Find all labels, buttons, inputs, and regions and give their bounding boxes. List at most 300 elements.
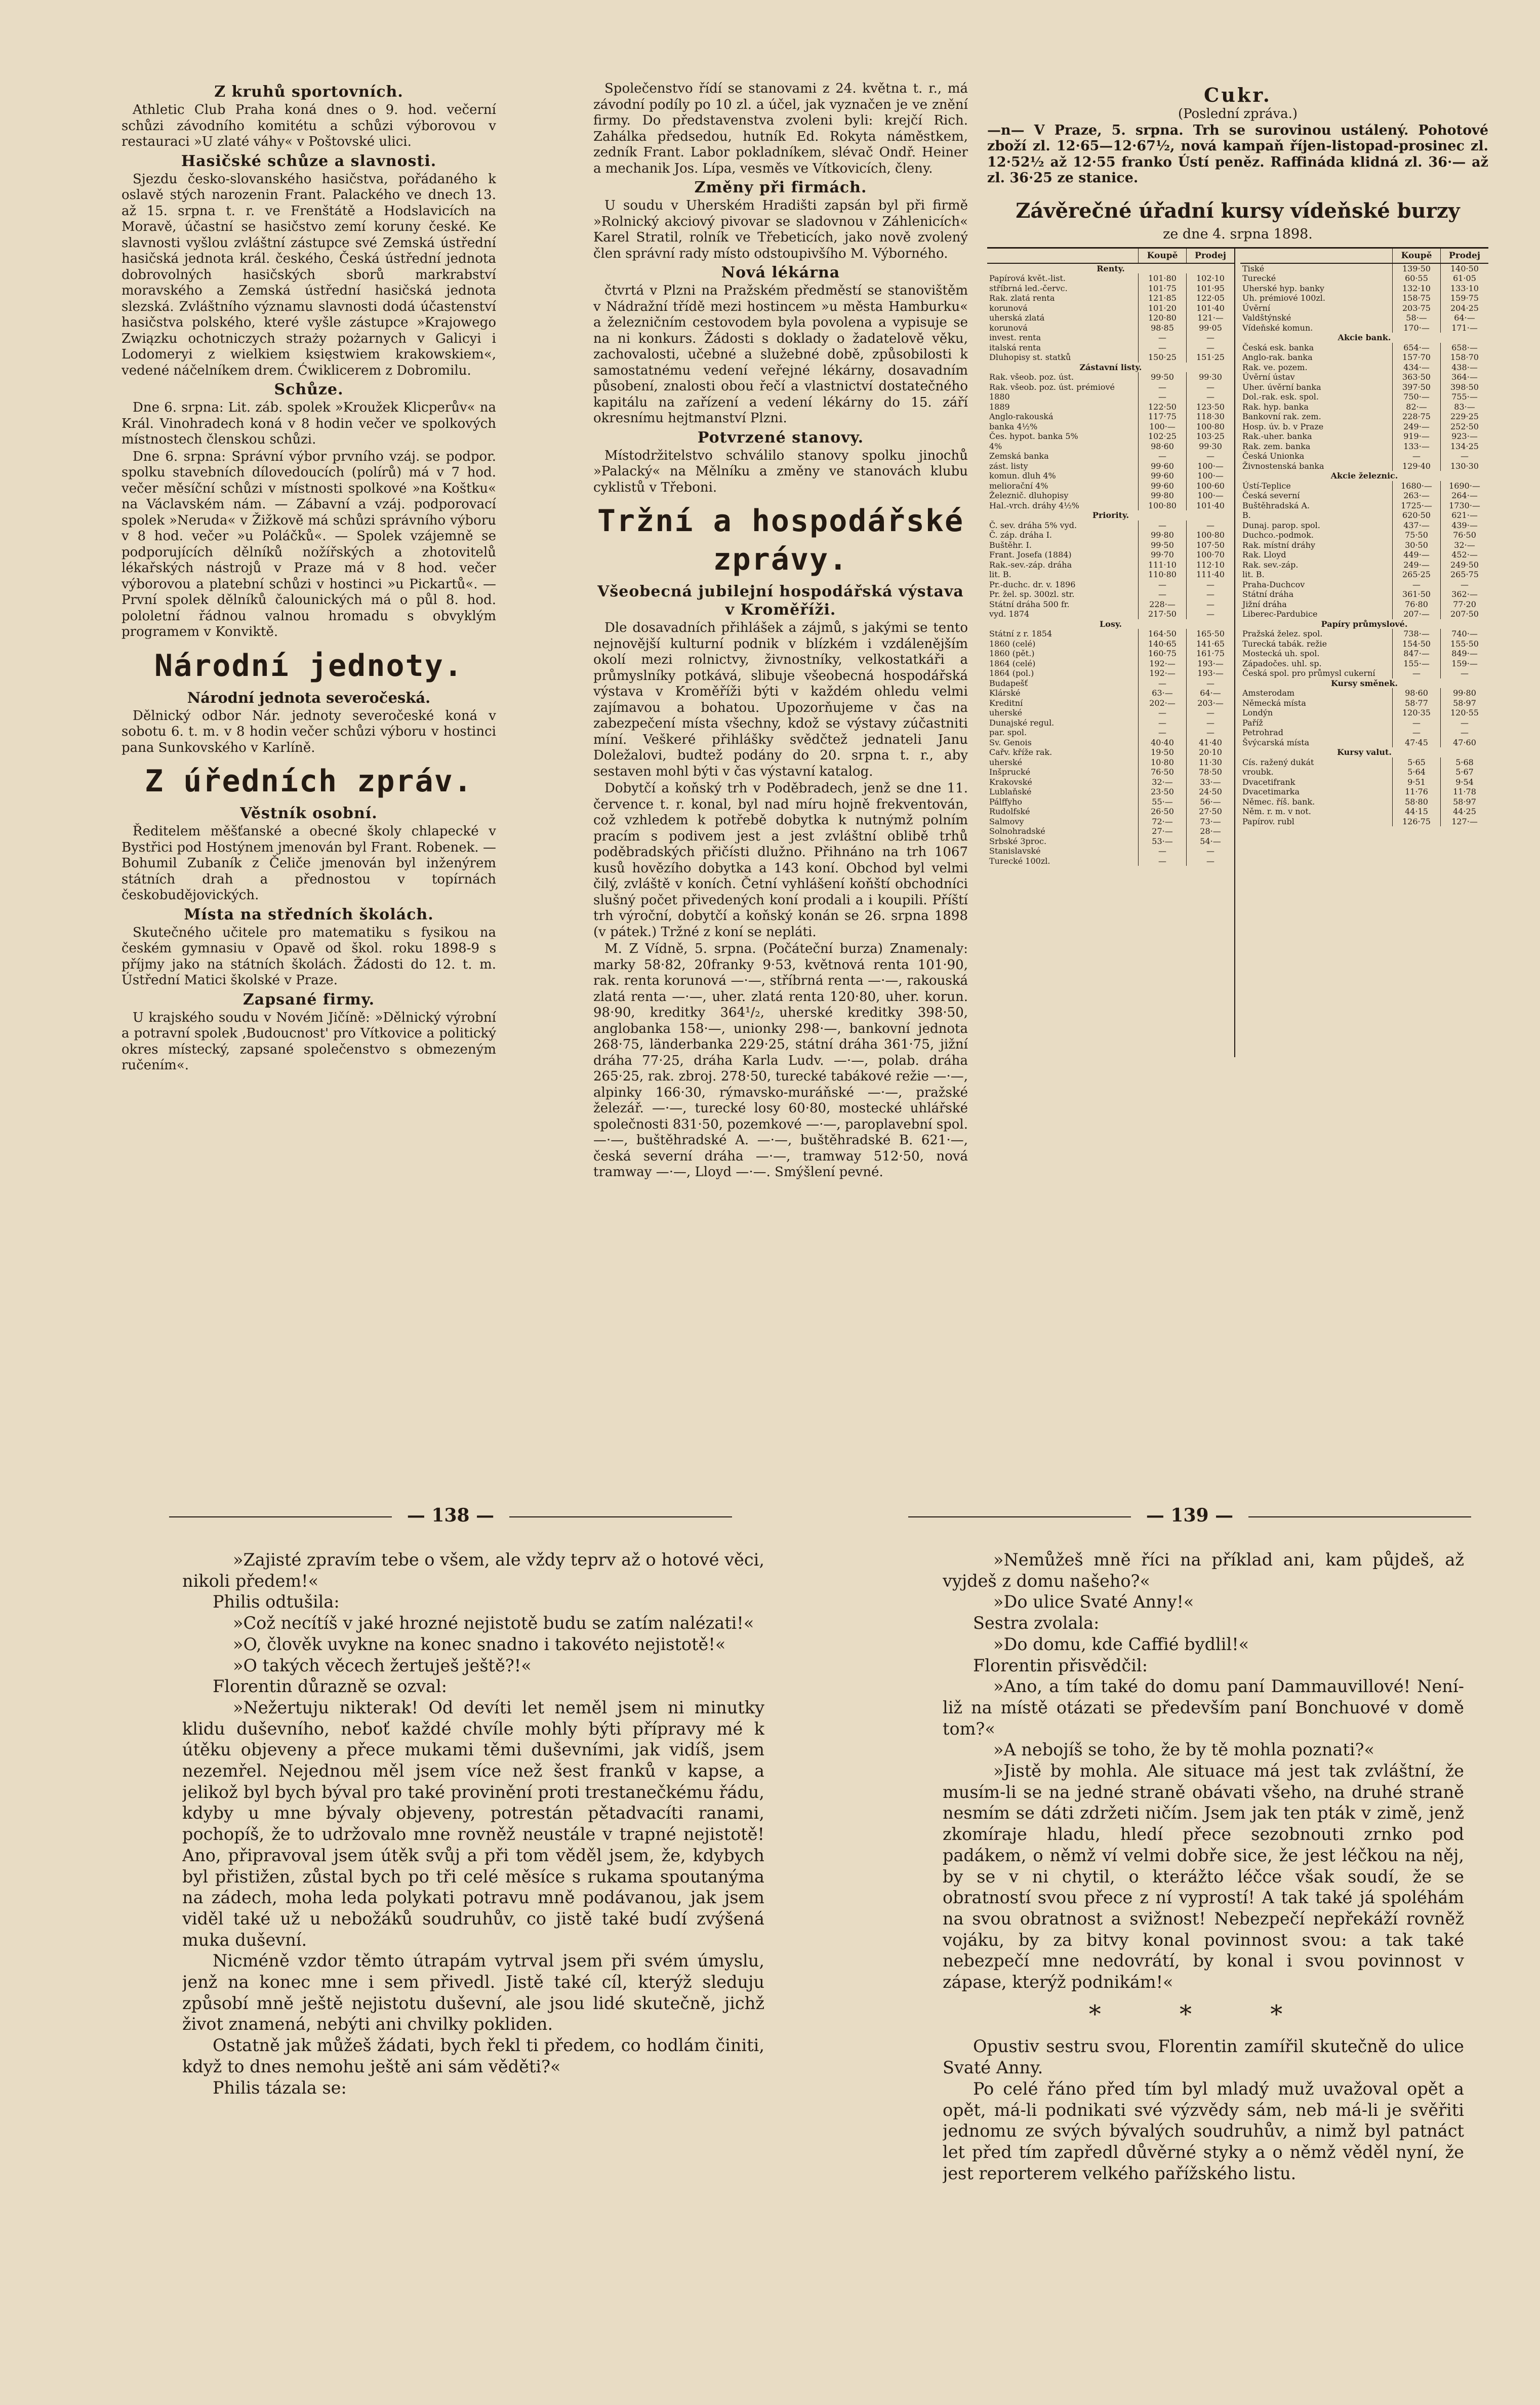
bourse-row [987,323,1234,333]
bourse-security: Čes. hypot. banka 5% [989,431,1078,441]
bourse-section-label: Zástavní listy. [1079,362,1142,372]
bourse-buy: 27·— [1138,826,1186,836]
bourse-row [1240,668,1488,678]
bourse-security: Cařv. kříže rak. [989,747,1052,757]
bourse-buy: 75·50 [1392,530,1440,540]
bourse-row [1240,343,1488,353]
bourse-security: Vídeňské komun. [1242,323,1313,333]
bourse-row [987,678,1234,689]
bourse-row [987,412,1234,422]
bourse-sell: 252·50 [1440,422,1488,432]
article-paragraph: Nicméně vzdor těmto útrapám vytrval jsem při svém úmyslu, jenž na konec mne i sem přivedl. Jistě také cíl, kterýž sleduju způsobí mně ještě nejistotu duševní, ale jsou lidé skutečně, jichž život znamená, nebýti ani chvilky pokliden. [182,1951,764,2034]
bourse-buy: — [1138,589,1186,599]
bourse-row [1240,609,1488,619]
page-number-left [121,1503,780,1528]
bourse-sell: 193·— [1186,668,1234,678]
bourse-sell: 54·— [1186,836,1234,847]
bourse-security: Dunaj. parop. spol. [1242,520,1320,530]
bourse-sell: 24·50 [1186,787,1234,797]
article-paragraph: Sestra zvolala: [973,1613,1100,1633]
bourse-sell: 101·40 [1186,501,1234,511]
bourse-security: invest. renta [989,333,1041,342]
bourse-buy: — [1138,678,1186,689]
bourse-sell: 99·05 [1186,323,1234,333]
bourse-sell: 27·50 [1186,807,1234,817]
bourse-buy: — [1138,728,1186,738]
bourse-security: Cís. ražený dukát [1242,757,1314,767]
section-heading: Věstník osobní. [240,805,378,822]
bourse-buy: 99·50 [1138,540,1186,550]
bourse-row [987,471,1234,481]
bourse-row [1240,688,1488,698]
bourse-security: Německá místa [1242,698,1306,708]
dialogue-paragraph: »Do ulice Svaté Anny!« [993,1592,1194,1612]
bourse-sell: — [1186,708,1234,718]
bourse-buy: 101·75 [1138,284,1186,294]
bourse-row [1240,580,1488,590]
bourse-security: par. spol. [989,728,1027,737]
bourse-buy: 202·— [1138,698,1186,708]
article-paragraph: Dne 6. srpna: Lit. záb. spolek »Kroužek Klicperův« na Král. Vinohradech koná v 8 hodin večer ve spolkových místnostech členskou schůzi. [121,400,496,447]
bourse-row [987,372,1234,382]
bourse-buy: 5·65 [1392,757,1440,768]
bourse-buy: 44·15 [1392,807,1440,817]
bourse-buy: 99·60 [1138,481,1186,491]
bourse-security: lit. B. [989,570,1011,579]
bourse-row [1240,412,1488,422]
page-number-right [861,1503,1519,1528]
bourse-sell: — [1186,728,1234,738]
bourse-buy: 228·75 [1392,412,1440,422]
bourse-security: Rak. hyp. banka [1242,402,1309,412]
bourse-buy: 82·— [1392,402,1440,412]
bourse-security: Buštěhradská A. [1242,500,1310,510]
bourse-security: Pr.-duchc. dr. v. 1896 [989,579,1076,589]
bourse-security: Úvěrní [1242,303,1271,313]
major-heading: Národní jednoty. [154,648,463,684]
bourse-security: Rak.-sev.-záp. dráha [989,559,1072,570]
bourse-row [987,836,1234,847]
bourse-sell: 364·— [1440,372,1488,382]
bourse-sell: 140·50 [1440,264,1488,274]
bourse-row [1240,491,1488,501]
bourse-security: Státní z r. 1854 [989,629,1052,638]
bourse-sell: 32·— [1440,540,1488,550]
bourse-sell: 100·— [1186,491,1234,501]
header-buy: Koupě [1392,249,1440,263]
article-paragraph: Dne 6. srpna: Správní výbor prvního vzáj. se podpor. spolku stavebních dílovedoucích (polírů) má v 7 hod. večer měsíční schůzi v místnosti spolkové »na Koštku« na Václavském nám. — Zábavní a vzáj. podporovací spolek »Neruda« v Žižkově má schůzi správního výboru v 8 hod. večer »u Poláčků«. — Spolek vzájemně se podporujících dělníků nožířských a zhotovitelů lékařských nástrojů v Praze má v 8 hod. večer výborovou a platební schůzi v hostinci »u Pickartů«. — První spolek dělníků čalounických má o půl 8. hod. pololetní řádnou valnou hromadu s obvyklým programem v Konviktě. [121,449,496,639]
bourse-section-label: Akcie bank. [1338,333,1391,342]
bourse-sell: 121·— [1186,313,1234,323]
bourse-row [987,846,1234,856]
bourse-sell: 101·40 [1186,303,1234,313]
dialogue-paragraph: »O, člověk uvykne na konec snadno i takovéto nejistotě!« [233,1634,726,1654]
bourse-buy: — [1138,856,1186,866]
bourse-security: Dluhopisy st. statků [989,352,1071,362]
bourse-buy: — [1392,451,1440,461]
bourse-sell: 64·— [1440,313,1488,323]
bourse-buy: 449·— [1392,550,1440,560]
bourse-header [1240,249,1488,264]
bourse-row [1240,767,1488,777]
dialogue-paragraph: »O takých věcech žertuješ ještě?!« [233,1655,532,1675]
bourse-sell: — [1186,846,1234,856]
bourse-row [1240,738,1488,748]
bourse-security: Pražská želez. spol. [1242,629,1323,638]
bourse-security: Paříž [1242,717,1263,728]
bourse-security: Amsterodam [1242,688,1295,698]
bourse-buy: 5·64 [1392,767,1440,777]
bourse-buy: 60·55 [1392,273,1440,284]
bourse-row [987,540,1234,550]
bourse-buy: 102·25 [1138,431,1186,442]
bourse-buy: 99·60 [1138,471,1186,481]
bourse-buy: 19·50 [1138,747,1186,757]
bourse-sell: 264·— [1440,491,1488,501]
bourse-security: Č. sev. dráha 5% vyd. [989,520,1077,530]
bourse-row [987,343,1234,353]
bourse-row [1240,718,1488,728]
bourse-sell: — [1186,392,1234,402]
bourse-sell: 99·30 [1186,372,1234,382]
dialogue-paragraph: »Do domu, kde Caffié bydlil!« [993,1634,1249,1654]
column-left [121,81,496,1504]
bourse-sell: 155·50 [1440,639,1488,649]
bourse-row [987,382,1234,392]
bourse-security: Solnohradské [989,826,1045,836]
bourse-security: Petrohrad [1242,728,1283,737]
bourse-buy: 101·80 [1138,273,1186,284]
bourse-row [987,284,1234,294]
bourse-sell: 107·50 [1186,540,1234,550]
bourse-sell: — [1186,589,1234,599]
bourse-sell: 171·— [1440,323,1488,333]
bourse-row [1240,797,1488,807]
bourse-buy: 53·— [1138,836,1186,847]
article-paragraph: Ostatně jak můžeš žádati, bych řekl ti předem, co hodlám činiti, když to dnes nemohu ještě ani sám věděti?« [182,2035,764,2076]
bourse-buy: 98·85 [1138,323,1186,333]
bourse-buy: — [1392,728,1440,738]
bourse-buy: 58·80 [1392,797,1440,807]
bourse-security: Rak. zem. banka [1242,441,1311,451]
bourse-buy: — [1138,343,1186,353]
section-heading: Nová lékárna [721,264,840,282]
bourse-sell: 58·97 [1440,797,1488,807]
market-report: —n— V Praze, 5. srpna. Trh se surovinou ustálený. Pohotové zboží zl. 12·65—12·67½, nová kampaň říjen-listopad-prosinec zl. 12·52½ až 12·55 franko Ústí peněz. Raffináda klidná zl. 36·— až zl. 36·25 ze stanice. [987,122,1488,186]
bourse-sell: 5·67 [1440,767,1488,777]
bourse-row [987,422,1234,432]
bourse-buy: 132·10 [1392,284,1440,294]
bourse-buy: 249·— [1392,560,1440,570]
bourse-buy: 40·40 [1138,738,1186,748]
bourse-security: Uherské hyp. banky [1242,283,1324,293]
centered-note: (Poslední zpráva.) [1178,106,1298,122]
bourse-row [987,757,1234,768]
bourse-sell: 207·50 [1440,609,1488,619]
bourse-section-row [987,510,1234,520]
bourse-sell: 9·54 [1440,777,1488,787]
bourse-sell: 123·50 [1186,402,1234,412]
bourse-row [987,560,1234,570]
bourse-sell: — [1186,678,1234,689]
bourse-security: komun. dluh 4% [989,471,1056,480]
article-paragraph: U soudu v Uherském Hradišti zapsán byl při firmě »Rolnický akciový pivovar se sladovnou v Záhlenicích« Karel Stratil, rolník ve Třebeticích, jako nově zvolený člen správní rady místo odstoupivšího M. Výborného. [593,198,968,261]
bourse-sell: 77·20 [1440,599,1488,610]
bourse-security: 1864 (celé) [989,658,1036,668]
bourse-security: Dvacetifrank [1242,777,1295,787]
bourse-sell: — [1440,728,1488,738]
bourse-buy: 126·75 [1392,817,1440,827]
bourse-security: Rak. místní dráhy [1242,540,1316,550]
bourse-buy: 397·50 [1392,382,1440,392]
bourse-sell: 159·— [1440,659,1488,669]
bourse-row [987,431,1234,442]
bourse-buy: — [1138,333,1186,343]
bourse-buy: 117·75 [1138,412,1186,422]
article-paragraph: Florentin přisvědčil: [973,1655,1148,1675]
bourse-section-row [987,363,1234,373]
bourse-row [987,580,1234,590]
bourse-row [987,550,1234,560]
bourse-security: Rak. všeob. poz. úst. prémiové [989,382,1115,392]
bourse-security: zást. listy [989,461,1028,471]
bourse-sell: — [1440,580,1488,590]
bourse-security: Česká esk. banka [1242,342,1314,352]
article-paragraph: Philis odtušila: [213,1592,340,1612]
article-paragraph: Dělnický odbor Nár. jednoty severočeské koná v sobotu 6. t. m. v 8 hodin večer schůzi výboru v hostinci pana Sunkovského v Karlíně. [121,708,496,755]
bourse-row [987,787,1234,797]
bourse-security: Rak. sev.-záp. [1242,559,1299,570]
bourse-security: Papírová květ.-list. [989,273,1066,283]
bourse-buy: 437·— [1392,520,1440,531]
article-paragraph: Po celé řáno před tím byl mladý muž uvažoval opět a opět, má-li podnikati své výzvědy sám, neb má-li je svěřiti jednomu ze svých bývalých soudruhův, a nimž byl patnáct let před tím zapředl důvěrné styky a o němž věděl nyní, že jest reporterem velkého pařížského listu. [943,2078,1464,2183]
bourse-security: 1860 (celé) [989,638,1036,649]
bourse-buy: 434·— [1392,363,1440,373]
bourse-sell: 229·25 [1440,412,1488,422]
bourse-sell: 141·65 [1186,639,1234,649]
bourse-sell: 73·— [1186,817,1234,827]
bourse-row [987,530,1234,540]
bourse-buy: — [1138,382,1186,392]
bourse-security: Sv. Genois [989,737,1032,747]
bourse-security: banka 4½% [989,421,1038,431]
bourse-row [987,718,1234,728]
bourse-buy: 164·50 [1138,629,1186,639]
bourse-buy: 99·70 [1138,550,1186,560]
bourse-security: Státní dráha [1242,589,1294,599]
bourse-buy: — [1138,708,1186,718]
bourse-security: Turecké [1242,273,1276,283]
bourse-row [1240,422,1488,432]
bourse-sell: 100·80 [1186,422,1234,432]
article-paragraph: Opustiv sestru svou, Florentin zamířil skutečně do ulice Svaté Anny. [943,2036,1464,2078]
bourse-buy: 110·80 [1138,570,1186,580]
bourse-sell: 398·50 [1440,382,1488,392]
bourse-row [1240,451,1488,461]
bourse-row [987,668,1234,678]
bourse-sell: 122·05 [1186,293,1234,303]
bourse-buy: 363·50 [1392,372,1440,382]
bourse-sell: 61·05 [1440,273,1488,284]
bourse-buy: 32·— [1138,777,1186,787]
bourse-security: Frant. Josefa (1884) [989,550,1072,559]
bourse-buy: 265·25 [1392,570,1440,580]
article-paragraph: Philis tázala se: [213,2077,347,2098]
bourse-sell: 47·60 [1440,738,1488,748]
bourse-row [987,442,1234,452]
story-right [943,1549,1464,2359]
bourse-buy: 100·— [1138,422,1186,432]
bourse-row [987,481,1234,491]
bourse-security: Anglo-rak. banka [1242,352,1313,362]
bourse-row [1240,303,1488,313]
section-heading: Hasičské schůze a slavnosti. [181,152,437,170]
bourse-row [1240,807,1488,817]
bourse-buy: 58·77 [1392,698,1440,708]
bourse-sell: 204·25 [1440,303,1488,313]
bourse-row [1240,392,1488,402]
bourse-row [987,728,1234,738]
bourse-row [987,333,1234,343]
bourse-buy: 129·40 [1392,461,1440,471]
bourse-security: lit. B. [1242,570,1265,579]
bourse-sell: — [1186,382,1234,392]
bourse-sell: 11·78 [1440,787,1488,797]
article-paragraph: Athletic Club Praha koná dnes o 9. hod. večerní schůzi závodního komitétu a schůzi výborovou v restauraci »U zlaté váhy« v Poštovské ulici. [121,102,496,149]
bourse-security: Železnič. dluhopisy [989,491,1069,500]
bourse-security: Rak. Lloyd [1242,550,1286,559]
bourse-row [1240,629,1488,639]
bourse-sell: 102·10 [1186,273,1234,284]
bourse-sell: 56·— [1186,797,1234,807]
bourse-buy: 738·— [1392,629,1440,639]
bourse-row [987,293,1234,303]
bourse-buy: 58·— [1392,313,1440,323]
bourse-buy: 120·80 [1138,313,1186,323]
bourse-security: Bankovní rak. zem. [1242,412,1321,421]
bourse-sell: 99·30 [1186,442,1234,452]
bourse-row [987,659,1234,669]
bourse-row [987,698,1234,708]
bourse-buy: 750·— [1392,392,1440,402]
bourse-row [1240,431,1488,442]
bourse-buy: 99·80 [1138,530,1186,540]
bourse-row [1240,589,1488,599]
article-paragraph: čtvrtá v Plzni na Pražském předměstí se stanovištěm v Nádražní třídě mezi hostincem »u města Hamburku« a železničním cestovodem byla povolena a vypisuje se na ni konkurs. Žádosti s doklady o žadatelově věku, zachovalosti, učebné a služebné době, způsobilosti k samostatnému vedení veřejné lékárny, dosavadním působení, znalosti obou řečí a vlastnictví dostatečného kapitálu na zařízení a vedení lékárny do 15. září okresnímu hejtmanství Plzni. [593,283,968,426]
bourse-buy: 170·— [1392,323,1440,333]
bourse-security: Státní dráha 500 fr. [989,599,1070,609]
bourse-sell: 193·— [1186,659,1234,669]
bourse-security: meliorační 4% [989,480,1048,491]
article-paragraph: Dle dosavadních přihlášek a zájmů, s jakými se tento nejnovější kulturní podnik v blízkém i vzdálenějším okolí mezi rolnictvy, živnostníky, velkostatkáři a průmyslníky potkává, slibuje všeobecná hospodářská výstava v Kroměříži býti v každém ohledu velmi zajímavou a bohatou. Upozorňujeme v čas na zabezpečení místa všechny, kdož se výstavy zúčastniti míní. Veškeré přihlášky svědčtež jednateli Janu Doležalovi, budtež podány do 20. srpna t. r., aby sestaven mohl býti v čas výstavní katalog. [593,620,968,779]
article-paragraph: U krajského soudu v Novém Jičíně: »Dělnický výrobní a potravní spolek ‚Budoucnost' pro Vítkovice a politický okres místecký, zapsané společenstvo s obmezeným ručením«. [121,1010,496,1073]
bourse-row [987,738,1234,748]
bourse-sell: — [1186,451,1234,461]
bourse-row [987,589,1234,599]
bourse-row [987,501,1234,511]
bourse-buy: 654·— [1392,343,1440,353]
bourse-security: 1889 [989,402,1010,412]
dialogue-paragraph: »Zajisté zpravím tebe o všem, ale vždy teprv až o hotové věci, nikoli předem!« [182,1550,764,1591]
bourse-buy: 919·— [1392,431,1440,442]
bourse-sell: 161·75 [1186,649,1234,659]
column-middle [593,81,968,1504]
bourse-row [1240,293,1488,303]
bourse-row [1240,264,1488,274]
bourse-row [1240,352,1488,363]
bourse-security: Mostecká uh. spol. [1242,649,1320,658]
bourse-row [987,817,1234,827]
bourse-security: italská renta [989,342,1041,352]
bourse-row [987,688,1234,698]
bourse-sell: 101·95 [1186,284,1234,294]
bourse-security: Srbské 3proc. [989,836,1047,846]
bourse-buy: 99·50 [1138,372,1186,382]
bourse-section-row [987,264,1234,274]
bourse-sell: 44·25 [1440,807,1488,817]
bourse-buy: 158·75 [1392,293,1440,303]
bourse-buy: 847·— [1392,649,1440,659]
bourse-buy: 63·— [1138,688,1186,698]
bourse-buy: 192·— [1138,668,1186,678]
section-heading: Cukr. [1204,84,1272,106]
bourse-security: Turecká tabák. režie [1242,638,1327,649]
bourse-sell: 658·— [1440,343,1488,353]
bourse-security: Liberec-Pardubice [1242,609,1318,619]
bourse-security: Zemská banka [989,451,1049,461]
bourse-security: uherské [989,757,1023,767]
bourse-security: Ústí-Teplice [1242,480,1291,491]
bourse-sell: 127·— [1440,817,1488,827]
bourse-row [1240,323,1488,333]
dialogue-paragraph: »Jistě by mohla. Ale situace má jest tak zvláštní, že musím-li se na jedné straně obávati všeho, na druhé straně nesmím se dáti zdržeti ničím. Jsem jak ten pták v zimě, jenž zkomíraje hladu, hledí přece sezobnouti zrnko pod padákem, o němž ví velmi dobře sice, že jest léčkou na něj, by se v ni chytil, o kterážto léčce však soudí, že se obratností svou přece z ní vyprostí! A tak také já spoléhám na svou obratnost a svižnost! Nebezpečí nepřekáží rovněž vojáku, by za bitvy konal povinnost svou: a tak také nebezpečí mne nedovrátí, by konal i svou povinnost v zápase, kterýž podnikám!« [943,1761,1464,1992]
bourse-security: Duchco.-podmok. [1242,530,1314,540]
bourse-row [987,629,1234,639]
bourse-sell: 130·30 [1440,461,1488,471]
bourse-buy: 1725·— [1392,501,1440,511]
bourse-security: Krakovské [989,777,1032,787]
bourse-column-left [987,249,1235,1057]
bourse-sell: 100·60 [1186,481,1234,491]
bourse-buy: 139·50 [1392,264,1440,274]
bourse-sell: 41·40 [1186,738,1234,748]
bourse-security: stříbrná led.-červc. [989,283,1068,293]
bourse-buy: 55·— [1138,797,1186,807]
bourse-row [1240,520,1488,531]
bourse-row [1240,273,1488,284]
bourse-buy: — [1392,580,1440,590]
bourse-section-label: Akcie železnic. [1330,471,1398,480]
bourse-row [1240,313,1488,323]
bourse-security: Praha-Duchcov [1242,579,1305,589]
bourse-security: Č. záp. dráha I. [989,530,1052,540]
bourse-sell: — [1186,580,1234,590]
article-paragraph: Sjezdu česko-slovanského hasičstva, pořádaného k oslavě stých narozenin Frant. Palackého ve dnech 13. až 15. srpna t. r. ve Frenštátě a Hodslavicích na Moravě, účastní se hasičstvo zemí koruny české. Ke slavnosti vyšlou zvláštní zástupce své Zemská ústřední hasičská jednota král. českého, Česká ústřední jednota dobrovolných hasičských sborů markrabství moravského a Zemská ústřední hasičská jednota slezská. Zvláštního významu slavnosti dodá účastenství hasičstva polského, které vyšle zástupce »Krajowego Związku ochotniczych straży pożarnych v Galicyi i Lodomeryi z wielkiem księstwiem krakowskiem«, vedené náčelníkem drem. Ćwiklicerem z Dobromilu. [121,171,496,378]
bourse-row [1240,510,1488,520]
bourse-sell: — [1186,520,1234,531]
bourse-row [1240,728,1488,738]
bourse-sell: 112·10 [1186,560,1234,570]
bourse-security: Turecké 100zl. [989,856,1050,866]
bourse-buy: 121·85 [1138,293,1186,303]
bourse-section-label: Papíry průmyslové. [1321,619,1408,629]
bourse-sell: 78·50 [1186,767,1234,777]
bourse-row [987,273,1234,284]
bourse-row [987,708,1234,718]
bourse-row [1240,777,1488,787]
bourse-date: ze dne 4. srpna 1898. [1163,226,1313,242]
bourse-buy: — [1138,580,1186,590]
